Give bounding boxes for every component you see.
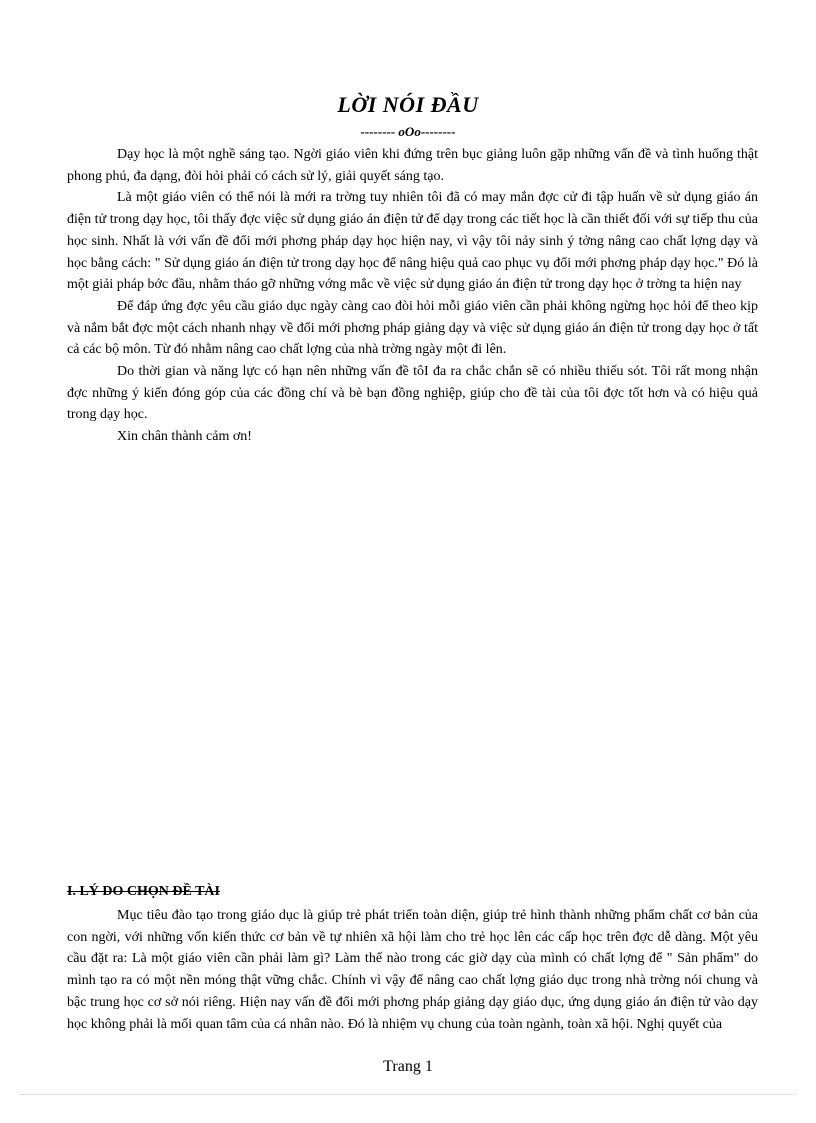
page-number-footer: Trang 1 [383, 1058, 433, 1075]
section-heading: I. LÝ DO CHỌN ĐỀ TÀI [67, 884, 220, 899]
section-1-body [67, 905, 758, 1035]
intro-paragraph-4: Do thời gian và năng lực có hạn nên những vấn đề tôI đa ra chắc chắn sẽ có nhiều thiếu sót. Tôi rất mong nhận đợc những ý kiến đóng góp của các đồng chí và bè bạn đồng nghiệp, giúp cho đề tài của tôi đợc tốt hơn và có hiệu quả trong dạy học. [67, 364, 758, 423]
closing-thanks: Xin chân thành cảm ơn! [117, 429, 252, 445]
page-bottom-divider [20, 1094, 796, 1095]
intro-paragraph-2: Là một giáo viên có thể nói là mới ra trờng tuy nhiên tôi đã có may mắn đợc cử đi tập huấn về sử dụng giáo án điện tử trong dạy học, tôi thấy đợc việc sử dụng giáo án điện tử để dạy trong các tiết học là cần thiết đối với sự tiếp thu của học sinh. Nhất là với vấn đề đổi mới phơng pháp dạy học hiện nay, vì vậy tôi nảy sinh ý tởng nâng cao chất lợng dạy và học bằng cách: " Sử dụng giáo án điện tử trong dạy học để nâng hiệu quả cao phục vụ đổi mới phơng pháp dạy học." Đó là một giải pháp bớc đầu, nhằm tháo gỡ những vớng mắc về việc sử dụng giáo án điện tử trong dạy học ở trờng ta hiện nay [67, 190, 758, 293]
intro-section [67, 144, 758, 448]
page-title: LỜI NÓI ĐẦU [337, 92, 479, 117]
intro-paragraph-1: Dạy học là một nghề sáng tạo. Ngời giáo viên khi đứng trên bục giảng luôn gặp những vấn đề và tình huống thật phong phú, đa dạng, đòi hỏi phải có cách sử lý, giải quyết sáng tạo. [67, 147, 758, 184]
section-1-paragraph-1: Mục tiêu đào tạo trong giáo dục là giúp trẻ phát triển toàn diện, giúp trẻ hình thành những phẩm chất cơ bản của con ngời, với những vốn kiến thức cơ bản về tự nhiên xã hội làm cho trẻ học lên các cấp học trên đợc dễ dàng. Một yêu cầu đặt ra: Là một giáo viên cần phải làm gì? Làm thế nào trong các giờ dạy của mình có chất lợng để " Sản phẩm" do mình tạo ra có một nền móng thật vững chắc. Chính vì vậy để nâng cao chất lợng giáo dục trong nhà trờng nói chung và bậc trung học cơ sở nói riêng. Hiện nay vấn đề đổi mới phơng pháp giảng dạy giáo dục, ứng dụng giáo án điện tử vào dạy học không phải là mối quan tâm của cá nhân nào. Đó là nhiệm vụ chung của toàn ngành, toàn xã hội. Nghị quyết của [67, 908, 758, 1032]
title-ornament: -------- oOo-------- [360, 124, 456, 139]
intro-paragraph-3: Để đáp ứng đợc yêu cầu giáo dục ngày càng cao đòi hỏi mỗi giáo viên cần phải không ngừng học hỏi để theo kịp và nắm bắt đợc một cách nhanh nhạy về đổi mới phơng pháp giảng dạy và việc sử dụng giáo án điện tử trong dạy học ở tất cả các bộ môn. Từ đó nhằm nâng cao chất lợng của nhà trờng ngày một đi lên. [67, 298, 758, 358]
